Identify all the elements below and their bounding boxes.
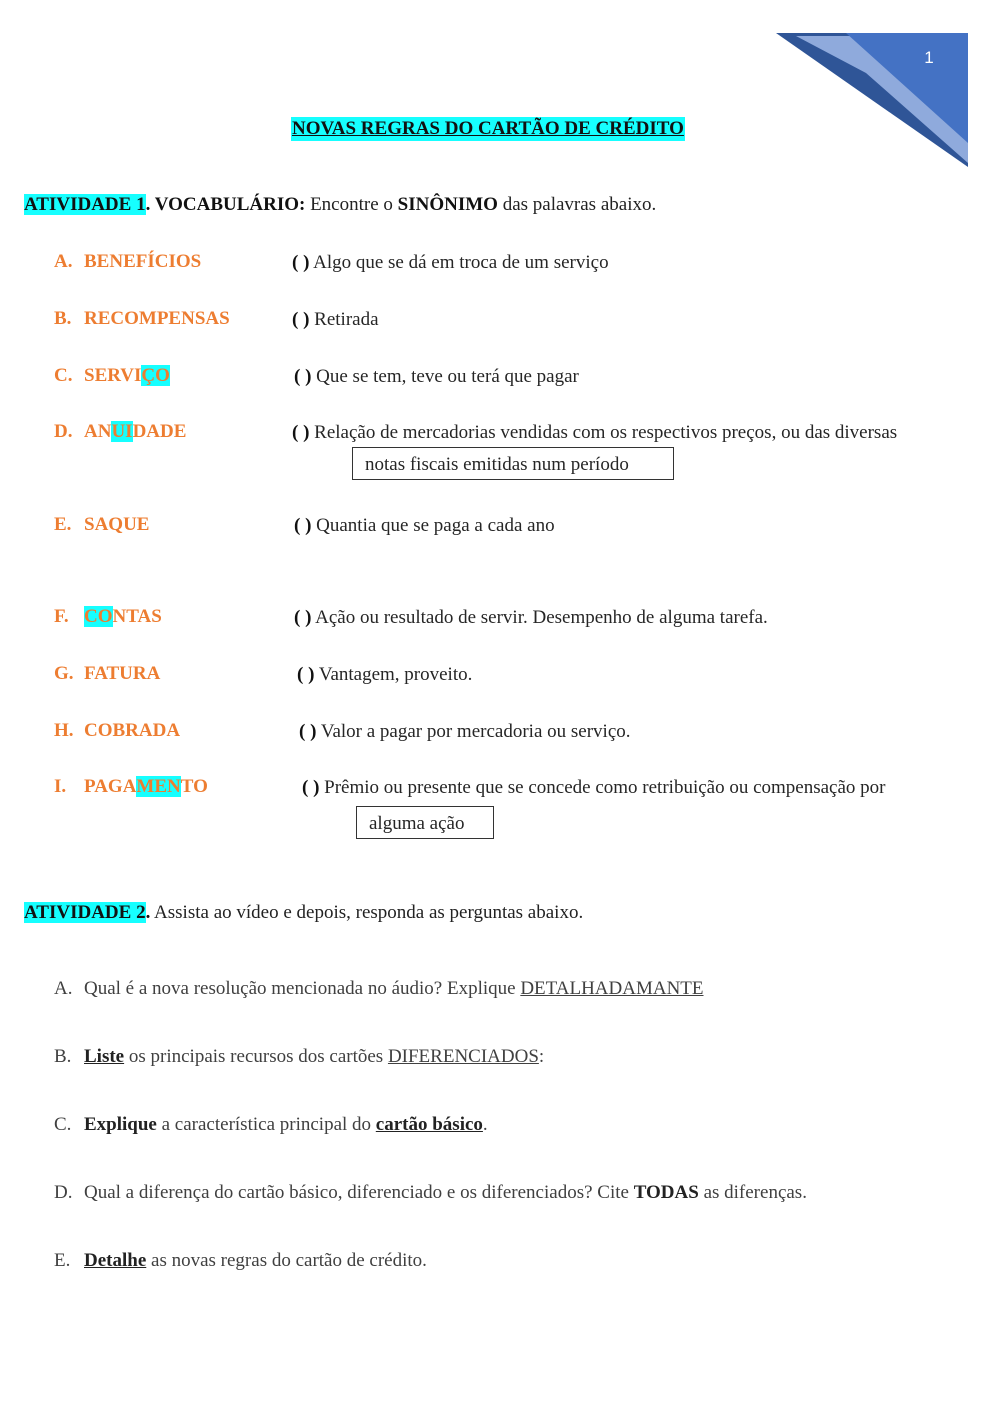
question-emphasis: DIFERENCIADOS: [387, 1046, 539, 1067]
answer-blank[interactable]: ( ): [294, 607, 312, 628]
activity1-instr-after: das palavras abaixo.: [497, 194, 657, 215]
term-h: [54, 720, 180, 742]
definition-text: Quantia que se paga a cada ano: [316, 515, 555, 536]
definition-d-continuation: notas fiscais emitidas num período: [352, 447, 674, 480]
term-letter: D.: [54, 421, 73, 442]
term-letter: C.: [54, 365, 73, 386]
term-highlight: UI: [111, 421, 133, 442]
answer-blank[interactable]: ( ): [297, 664, 315, 685]
term-word-end: TO: [180, 776, 208, 797]
activity2-label: ATIVIDADE 2: [24, 902, 146, 923]
term-highlight: CO: [84, 606, 113, 627]
definition-text: Que se tem, teve ou terá que pagar: [316, 366, 579, 387]
definition-e: [294, 515, 555, 537]
term-word-end: NTAS: [112, 606, 162, 627]
definition-i: [302, 777, 886, 799]
question-letter: C.: [54, 1114, 72, 1135]
answer-blank[interactable]: ( ): [299, 721, 317, 742]
term-word: RECOMPENSAS: [84, 308, 230, 329]
question-c: [54, 1114, 488, 1136]
answer-blank[interactable]: ( ): [292, 309, 310, 330]
question-text: as novas regras do cartão de crédito.: [146, 1250, 427, 1271]
definition-text: Relação de mercadorias vendidas com os respectivos preços, ou das diversas: [314, 422, 898, 443]
answer-blank[interactable]: ( ): [302, 777, 320, 798]
term-letter: A.: [54, 251, 73, 272]
definition-text: Ação ou resultado de servir. Desempenho de alguma tarefa.: [315, 607, 768, 628]
activity2-instr: Assista ao vídeo e depois, responda as perguntas abaixo.: [150, 902, 584, 923]
term-a: [54, 251, 201, 273]
answer-blank[interactable]: ( ): [292, 252, 310, 273]
activity2-heading: [24, 902, 583, 924]
page-title: NOVAS REGRAS DO CARTÃO DE CRÉDITO: [292, 118, 684, 139]
question-letter: A.: [54, 978, 73, 999]
activity1-heading: [24, 194, 656, 216]
term-letter: E.: [54, 514, 72, 535]
term-i: [54, 776, 208, 798]
question-letter: D.: [54, 1182, 73, 1203]
term-letter: I.: [54, 776, 67, 797]
answer-blank[interactable]: ( ): [294, 515, 312, 536]
definition-d: [292, 422, 897, 444]
definition-b: [292, 309, 379, 331]
question-text: a característica principal do: [156, 1114, 376, 1135]
definition-g: [297, 664, 472, 686]
answer-blank[interactable]: ( ): [292, 422, 310, 443]
question-emphasis: DETALHADAMANTE: [520, 978, 704, 999]
definition-i-continuation: alguma ação: [356, 806, 494, 839]
term-e: [54, 514, 149, 536]
term-letter: F.: [54, 606, 69, 627]
definition-c: [294, 366, 579, 388]
question-a: [54, 978, 704, 1000]
activity1-instr-before: Encontre o: [305, 194, 398, 215]
question-verb: Liste: [84, 1046, 125, 1067]
definition-text: Vantagem, proveito.: [318, 664, 473, 685]
definition-a: [292, 252, 609, 274]
term-c: [54, 365, 170, 387]
question-end: .: [482, 1114, 488, 1135]
term-word: BENEFÍCIOS: [84, 251, 202, 272]
definition-text: Valor a pagar por mercadoria ou serviço.: [320, 721, 631, 742]
question-text: Qual é a nova resolução mencionada no áudio? Explique: [84, 978, 521, 999]
answer-blank[interactable]: ( ): [294, 366, 312, 387]
term-letter: B.: [54, 308, 72, 329]
question-letter: E.: [54, 1250, 71, 1271]
page-number: 1: [924, 48, 934, 67]
definition-text: Prêmio ou presente que se concede como retribuição ou compensação por: [324, 777, 886, 798]
activity1-label: ATIVIDADE 1: [24, 194, 146, 215]
question-text: os principais recursos dos cartões: [124, 1046, 388, 1067]
term-letter: G.: [54, 663, 74, 684]
question-b: [54, 1046, 544, 1068]
activity1-keyword: SINÔNIMO: [397, 194, 498, 215]
question-d: [54, 1182, 807, 1204]
term-word: FATURA: [84, 663, 161, 684]
question-emphasis: cartão básico: [375, 1114, 483, 1135]
term-letter: H.: [54, 720, 74, 741]
term-word: COBRADA: [84, 720, 181, 741]
definition-h: [299, 721, 631, 743]
term-word: SAQUE: [84, 514, 150, 535]
term-word-start: AN: [84, 421, 112, 442]
term-b: [54, 308, 230, 330]
activity1-title: VOCABULÁRIO:: [150, 194, 306, 215]
activity2-dot: .: [145, 902, 151, 923]
term-f: [54, 606, 162, 628]
question-emphasis: TODAS: [633, 1182, 699, 1203]
term-word-end: DADE: [132, 421, 187, 442]
question-text: Qual a diferença do cartão básico, diferenciado e os diferenciados? Cite: [84, 1182, 634, 1203]
term-highlight: ÇO: [141, 365, 170, 386]
term-highlight: MEN: [136, 776, 181, 797]
definition-text: Retirada: [314, 309, 379, 330]
term-g: [54, 663, 160, 685]
definition-f: [294, 607, 768, 629]
definition-text: Algo que se dá em troca de um serviço: [313, 252, 609, 273]
question-e: [54, 1250, 427, 1272]
activity1-dot: .: [145, 194, 151, 215]
term-word-start: SERVI: [84, 365, 142, 386]
question-end: as diferenças.: [698, 1182, 807, 1203]
question-verb: Detalhe: [84, 1250, 147, 1271]
question-letter: B.: [54, 1046, 72, 1067]
term-d: [54, 421, 186, 443]
term-word-start: PAGA: [84, 776, 137, 797]
question-verb: Explique: [84, 1114, 157, 1135]
question-end: :: [538, 1046, 545, 1067]
